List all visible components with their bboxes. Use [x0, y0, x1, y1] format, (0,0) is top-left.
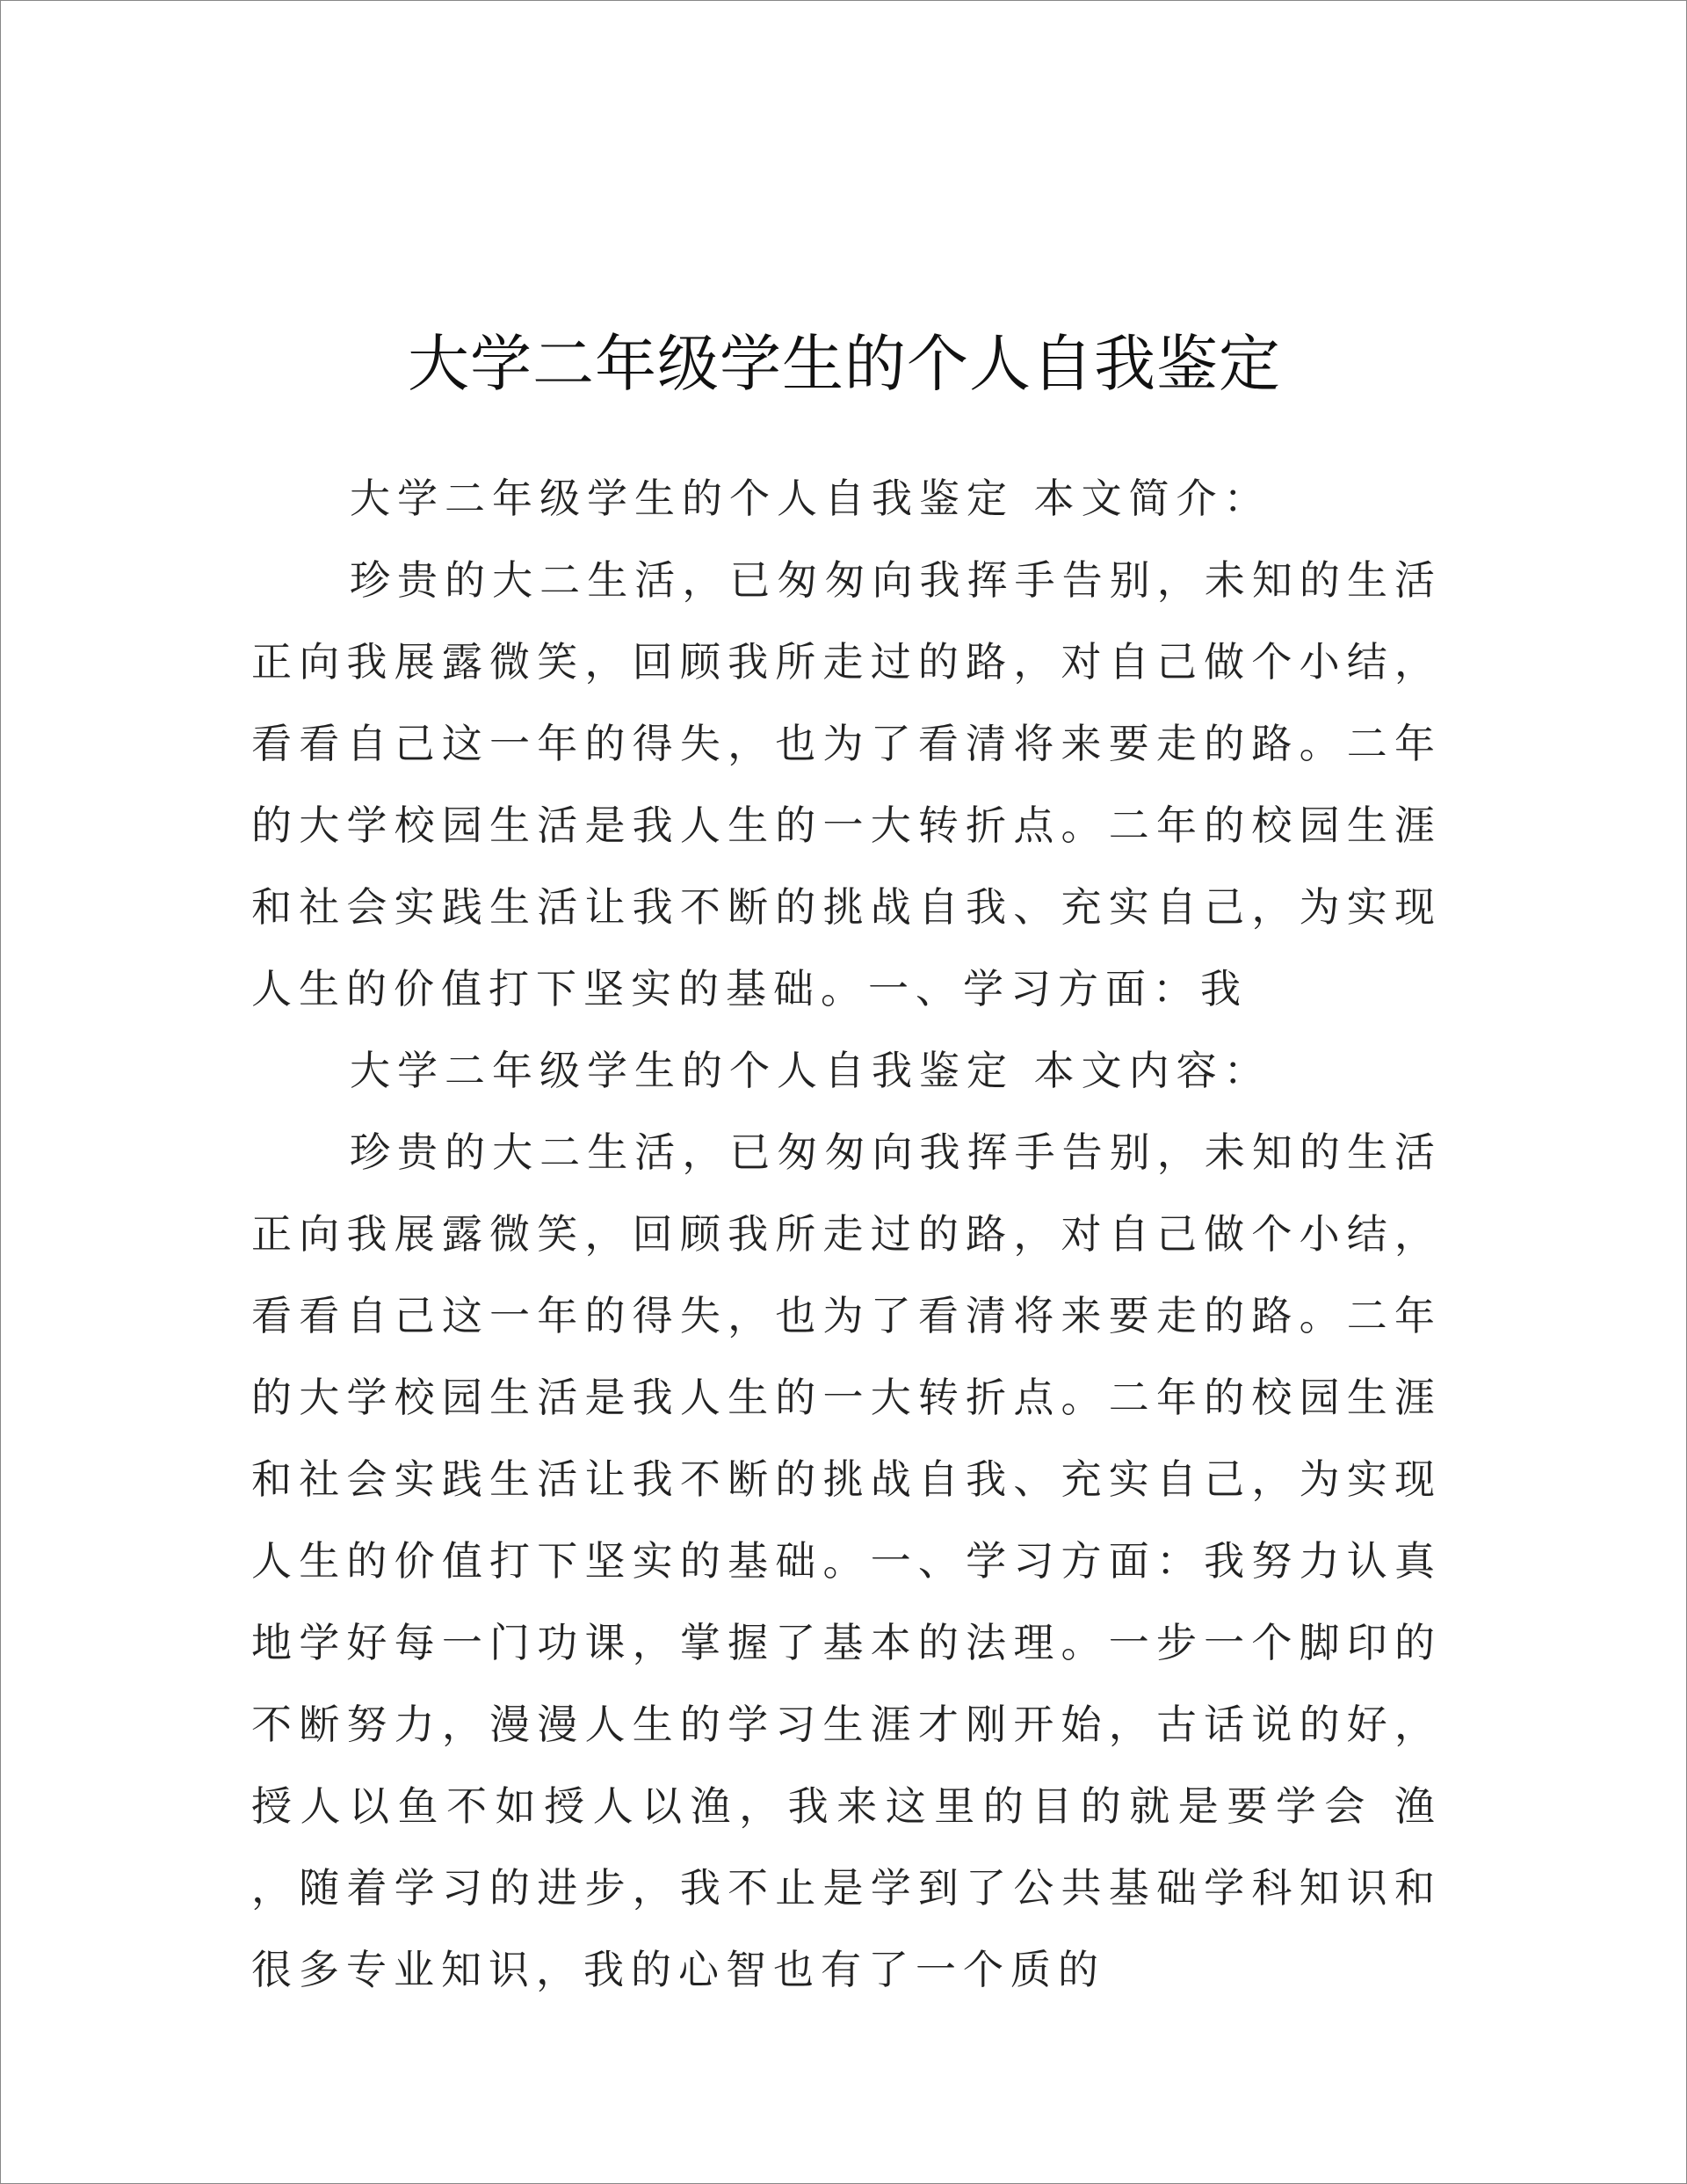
content-heading: 大学二年级学生的个人自我鉴定 本文内容： — [350, 1047, 1271, 1094]
content-paragraph: 珍贵的大二生活，已匆匆向我挥手告别，未知的生活正向我展露微笑，回顾我所走过的路，对自己做个小结，看看自己这一年的得失，也为了看清将来要走的路。二年的大学校园生活是我人生的一大转折点。二年的校园生涯和社会实践生活让我不断的挑战自我、充实自己，为实现人生的价值打下坚实的基础。一、学习方面：我努力认真地学好每一门功课，掌握了基本的法理。一步一个脚印的不断努力，漫漫人生的学习生涯才刚开始，古话说的好，授人以鱼不如授人以渔，我来这里的目的就是要学会 渔 ，随着学习的进步，我不止是学到了公共基础学科知识和很多专业知识，我的心智也有了一个质的 — [251, 1128, 1442, 1993]
document-title: 大学二年级学生的个人自我鉴定 — [408, 327, 1281, 400]
document-body — [251, 458, 1442, 2011]
intro-heading: 大学二年级学生的个人自我鉴定 本文简介： — [350, 475, 1271, 522]
intro-paragraph: 珍贵的大二生活，已匆匆向我挥手告别，未知的生活正向我展露微笑，回顾我所走过的路，对自己做个小结，看看自己这一年的得失，也为了看清将来要走的路。二年的大学校园生活是我人生的一大转折点。二年的校园生涯和社会实践生活让我不断的挑战自我、充实自己，为实现人生的价值打下坚实的基础。一、学习方面：我 — [251, 556, 1442, 1012]
